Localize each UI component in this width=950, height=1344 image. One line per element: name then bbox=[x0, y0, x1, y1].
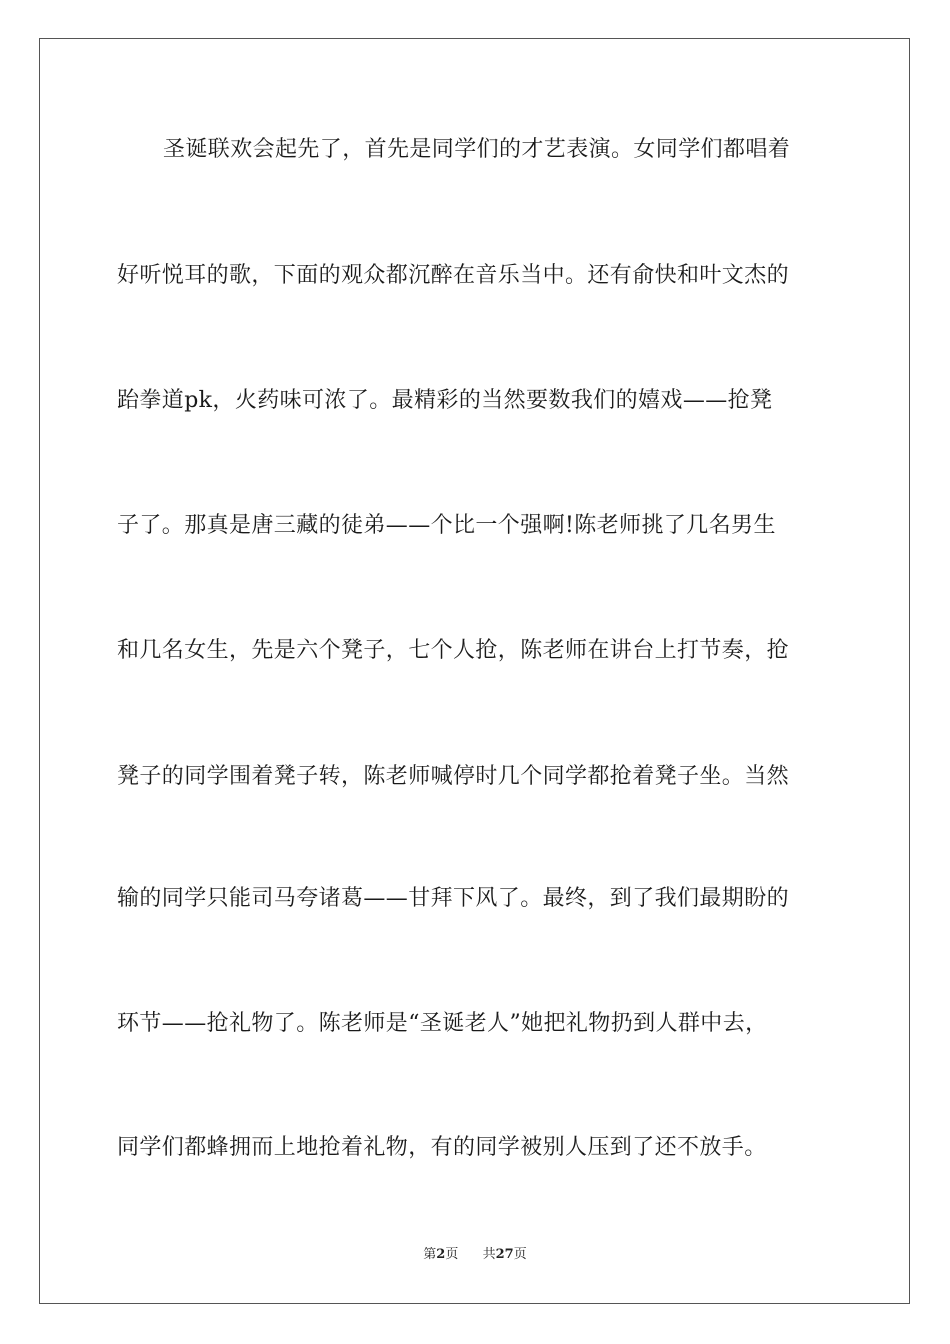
page-prefix: 第 bbox=[423, 1247, 437, 1262]
page-number: 2 bbox=[436, 1247, 446, 1262]
paragraph-line-2: 好听悦耳的歌，下面的观众都沉醉在音乐当中。还有俞快和叶文杰的 bbox=[117, 263, 790, 288]
total-pages: 27 bbox=[495, 1247, 514, 1262]
paragraph-line-8: 环节——抢礼物了。陈老师是“圣诞老人”她把礼物扔到人群中去， bbox=[117, 1011, 768, 1036]
paragraph-line-5: 和几名女生，先是六个凳子，七个人抢，陈老师在讲台上打节奏，抢 bbox=[117, 638, 790, 663]
paragraph-line-7: 输的同学只能司马夸诸葛——甘拜下风了。最终，到了我们最期盼的 bbox=[117, 886, 790, 911]
paragraph-line-9: 同学们都蜂拥而上地抢着礼物，有的同学被别人压到了还不放手。 bbox=[117, 1135, 767, 1160]
paragraph-line-1: 圣诞联欢会起先了，首先是同学们的才艺表演。女同学们都唱着 bbox=[163, 137, 791, 162]
page-suffix: 页 bbox=[445, 1247, 459, 1262]
total-suffix: 页 bbox=[513, 1247, 527, 1262]
paragraph-line-3: 跆拳道pk，火药味可浓了。最精彩的当然要数我们的嬉戏——抢凳 bbox=[117, 388, 773, 413]
total-prefix: 共 bbox=[482, 1247, 496, 1262]
page-border bbox=[39, 38, 910, 1304]
page-footer bbox=[0, 1246, 950, 1264]
paragraph-line-6: 凳子的同学围着凳子转，陈老师喊停时几个同学都抢着凳子坐。当然 bbox=[117, 764, 790, 789]
paragraph-line-4: 子了。那真是唐三藏的徒弟——个比一个强啊!陈老师挑了几名男生 bbox=[117, 513, 776, 538]
